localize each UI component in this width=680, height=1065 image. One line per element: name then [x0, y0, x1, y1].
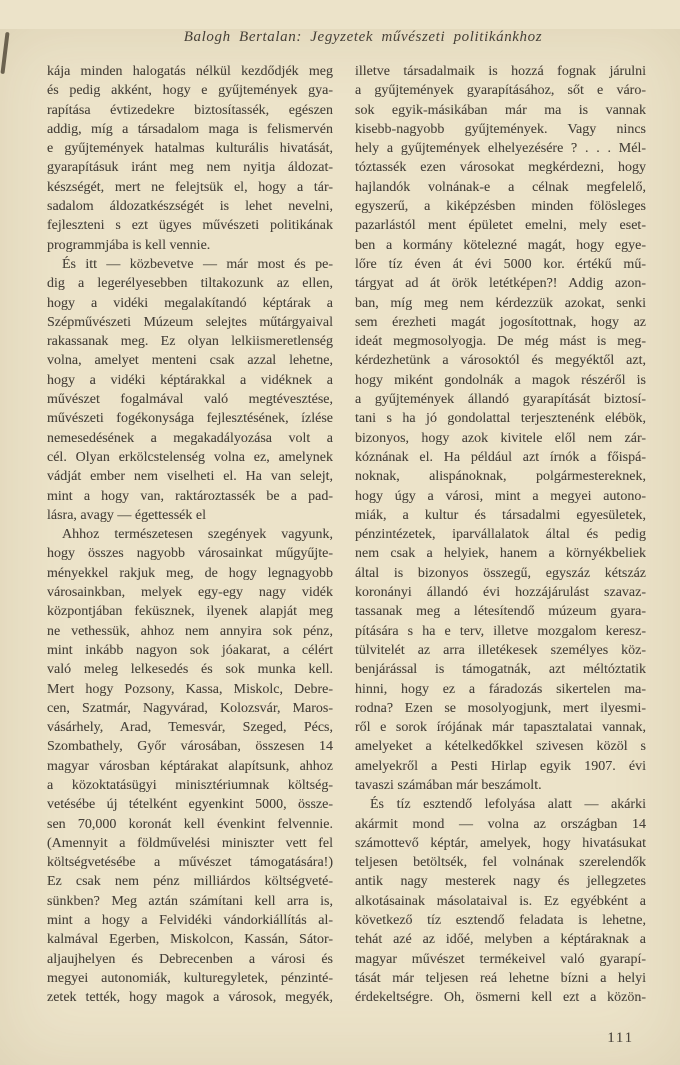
text-line: hogy összes nagyobb városainkat műgyűjte-: [47, 546, 333, 562]
text-line: programmjába is kell vennie.: [47, 237, 211, 253]
page-number: 111: [607, 1030, 634, 1046]
text-line: illetve társadalmaik is hozzá fognak járulni: [355, 64, 646, 79]
text-line: ről e sorok írójának már tapasztalatai vannak,: [355, 720, 646, 736]
text-line: magyar városban képtárakat alapítsunk, ahhoz: [47, 758, 333, 774]
text-line: e gyűjtemények hatalmas kulturális hivatását,: [47, 141, 333, 157]
text-line: noknak, alispánoknak, polgármestereknek,: [355, 469, 646, 485]
text-line: mint a hogy van, raktároztassék be a pad-: [47, 488, 333, 504]
text-line: vádját ember nem viselheti el. Ha van selejt,: [47, 469, 333, 485]
text-line: sünkben? Meg aztán számítani kell arra is,: [47, 893, 333, 909]
text-line: tehát azé az időé, melyben a képtáraknak a: [355, 932, 646, 948]
text-line: mint a hogy a Felvidéki vándorkiállítás al-: [47, 913, 333, 929]
text-line: Ahhoz természetesen szegények vagyunk,: [62, 527, 333, 543]
text-line: vásárhely, Arad, Temesvár, Szeged, Pécs,: [47, 720, 333, 736]
text-line: tóztassék ezen városokat megkérdezni, hogy: [355, 160, 646, 176]
text-line: sem érezheti magát jogosítottnak, hogy az: [355, 314, 646, 330]
text-line: lásra, avagy — égettessék el: [47, 507, 206, 523]
text-line: városainkban, melyek egy-egy nagy vidék: [47, 585, 333, 601]
text-line: a közoktatásügyi minisztériumnak költség-: [47, 777, 333, 793]
text-line: amelyeket a kételkedőkkel szivesen közöl s: [355, 739, 646, 755]
text-line: kóznának el. Ha például azt írnók a főispá-: [355, 449, 646, 465]
text-line: akármit mond — volna az országban 14: [355, 816, 646, 832]
text-line: rapítása évtizedekre biztosítassék, egészen: [47, 102, 333, 118]
text-line: tassanak meg a létesítendő múzeum gyara-: [355, 604, 646, 620]
page-header: Balogh Bertalan: Jegyzetek művészeti politikánkhoz: [183, 29, 543, 45]
text-line: aljaujhelyen és Debrecenben a városi és: [47, 951, 333, 967]
text-line: lőre tíz éven át évi 5000 kor. értékű mű-: [355, 256, 646, 272]
text-line: addig, míg a társadalom maga is felismervén: [47, 121, 333, 137]
text-line: sok egyik-másikában már ma is vannak: [355, 102, 646, 118]
text-line: hinni, hogy ez a fáradozás sikertelen ma-: [355, 681, 646, 697]
text-line: benjárással is támogatnák, azt méltóztatik: [355, 662, 646, 678]
text-line: zetek tették, hogy magok a városok, megyék,: [47, 990, 333, 1006]
text-line: Szombathely, Győr városában, összesen 14: [47, 739, 333, 755]
text-line: művészeti fogékonysága fejlesztésének, ízlése: [47, 411, 333, 427]
text-line: ideát megmosolyogja. De még mást is meg-: [355, 334, 646, 350]
text-line: hogy a vidéki megalakítandó képtárak a: [47, 295, 333, 311]
text-line: központjában feküsznek, ilyenek alapját meg: [47, 604, 333, 620]
text-line: ményekkel rakjuk meg, de hogy legnagyobb: [47, 565, 333, 581]
right-column: [355, 62, 646, 1008]
text-line: rodna? Ezen se mosolyogjunk, mert ilyesmi-: [355, 700, 646, 716]
text-line: hely a gyűjtemények elhelyezésére ? . . . Mél-: [355, 141, 646, 157]
text-line: teljesen betöltsék, fel volnának szerelendők: [355, 855, 646, 871]
text-line: pítására s ha e terv, illetve mozgalom keresz-: [355, 623, 646, 639]
text-line: tását már teljesen reá lehetne bízni a helyi: [355, 970, 646, 986]
text-line: És tíz esztendő lefolyása alatt — akárki: [370, 797, 646, 813]
text-line: következő tíz esztendő feladata is lehetne,: [355, 913, 646, 929]
text-line: pénzintézetek, iparvállalatok által és pedig: [355, 527, 646, 543]
text-line: Szépművészeti Múzeum selejtes műtárgyaival: [47, 314, 333, 330]
text-line: megyei autonomiák, kulturegyletek, pénzinté-: [47, 970, 333, 986]
text-line: kalmával Egerben, Miskolcon, Kassán, Sátor-: [47, 932, 333, 948]
text-line: fejleszteni s ezt ügyes művészeti politikának: [47, 218, 333, 234]
text-line: dig a legerélyesebben tiltakozunk az ellen,: [47, 276, 333, 292]
text-line: cél. Olyan erkölcstelenség volna ez, amelynek: [47, 449, 333, 465]
text-columns: [0, 62, 680, 1008]
text-line: egyszerű, a kiképzésben minden fölösleges: [355, 199, 646, 215]
text-line: ne vethessük, ahhoz nem annyira sok pénz,: [47, 623, 333, 639]
text-line: alkotásainak másolataival is. Ez egyébként a: [355, 893, 646, 909]
text-line: Ez csak nem pénz milliárdos költségveté-: [47, 874, 333, 890]
text-line: tárgyat ad át örök letétképen?! Addig azon-: [355, 276, 646, 292]
text-line: nem csak a helyiek, hanem a környékbeliek: [355, 546, 646, 562]
text-line: koronányi állandó évi hozzájárulást szavaz-: [355, 585, 646, 601]
text-line: sadalom áldozatkészségét is lehet nevelni,: [47, 199, 333, 215]
text-line: (Amennyit a földművelési miniszter vett fel: [47, 835, 333, 851]
text-line: kisebb-nagyobb gyűjtemények. Vagy nincs: [355, 121, 646, 137]
text-line: És itt — közbevetve — már most és pe-: [62, 256, 333, 272]
text-line: készségét, mert ne felejtsük el, hogy a tár-: [47, 179, 333, 195]
text-line: pazarlástól ment épületet emelni, mely eset-: [355, 218, 646, 234]
text-line: által is bizonyos összegű, egyszáz kétszáz: [355, 565, 646, 581]
text-line: a gyűjtemények gyarapításához, sőt e váro-: [355, 83, 646, 99]
text-line: rakassanak meg. Ez olyan lelkiismeretlenség: [47, 334, 333, 350]
left-column: [47, 62, 333, 1008]
text-line: hogy miként gondolnák a magok részéről is: [355, 372, 646, 388]
text-line: gyarapításuk iránt meg nem nyitja áldozat-: [47, 160, 333, 176]
text-line: Mert hogy Pozsony, Kassa, Miskolc, Debre-: [47, 681, 333, 697]
text-line: hogy úgy a városi, mint a megyei autono-: [355, 488, 646, 504]
text-line: tani s ha jó gondolattal terjesztenénk elébök,: [355, 411, 646, 427]
text-line: hajlandók volnának-e a célnak megfelelő,: [355, 179, 646, 195]
text-line: tavaszi számában már beszámolt.: [355, 777, 542, 793]
text-line: a gyűjtemények állandó gyarapítását biztosí-: [355, 392, 646, 408]
text-line: vetésébe új tételként egyenkint 5000, össze-: [47, 797, 333, 813]
text-line: cen, Szatmár, Nagyvárad, Kolozsvár, Maros-: [47, 700, 333, 716]
text-line: nemesedésének a megakadályozása volt a: [47, 430, 333, 446]
text-line: ban, míg meg nem kérdezzük azokat, senki: [355, 295, 646, 311]
text-line: kája minden halogatás nélkül kezdődjék meg: [47, 64, 333, 79]
text-line: hogy a vidéki képtárakkal a vidéknek a: [47, 372, 333, 388]
text-line: antik nagy mesterek nagy és jellegzetes: [355, 874, 646, 890]
text-line: volna, amelyet menteni csak azzal lehetne,: [47, 353, 333, 369]
text-line: való meleg lelkesedés és sok munka kell.: [47, 662, 333, 678]
text-line: bizonyos, hogy azok kivitele elől nem zár-: [355, 430, 646, 446]
text-line: mint inkább nagyon sok jóakarat, a célért: [47, 642, 333, 658]
text-line: ben a kormány kötelezné magát, hogy egye-: [355, 237, 646, 253]
text-line: és pedig akként, hogy e gyűjtemények gya-: [47, 83, 333, 99]
text-line: magyar művészet termékeivel való gyarapí-: [355, 951, 646, 967]
text-line: miák, a kultur és társadalmi egyesületek,: [355, 507, 646, 523]
text-line: művészet fogalmával való megtévesztése,: [47, 392, 333, 408]
text-line: kérdezhetünk a városoktól és megyéktől azt,: [355, 353, 646, 369]
text-line: számottevő képtár, amelyek, hogy hivatásukat: [355, 835, 646, 851]
text-line: érdekeltségre. Oh, ösmerni kell ezt a közön-: [355, 990, 646, 1006]
text-line: tülvitelét az arra illetékesek személyes köz-: [355, 642, 646, 658]
text-line: sen 70,000 koronát kell évenkint felvennie.: [47, 816, 333, 832]
text-line: költségvetésébe a művészet támogatására!): [47, 855, 333, 871]
text-line: amelyekről a Pesti Hirlap egyik 1907. évi: [355, 758, 646, 774]
